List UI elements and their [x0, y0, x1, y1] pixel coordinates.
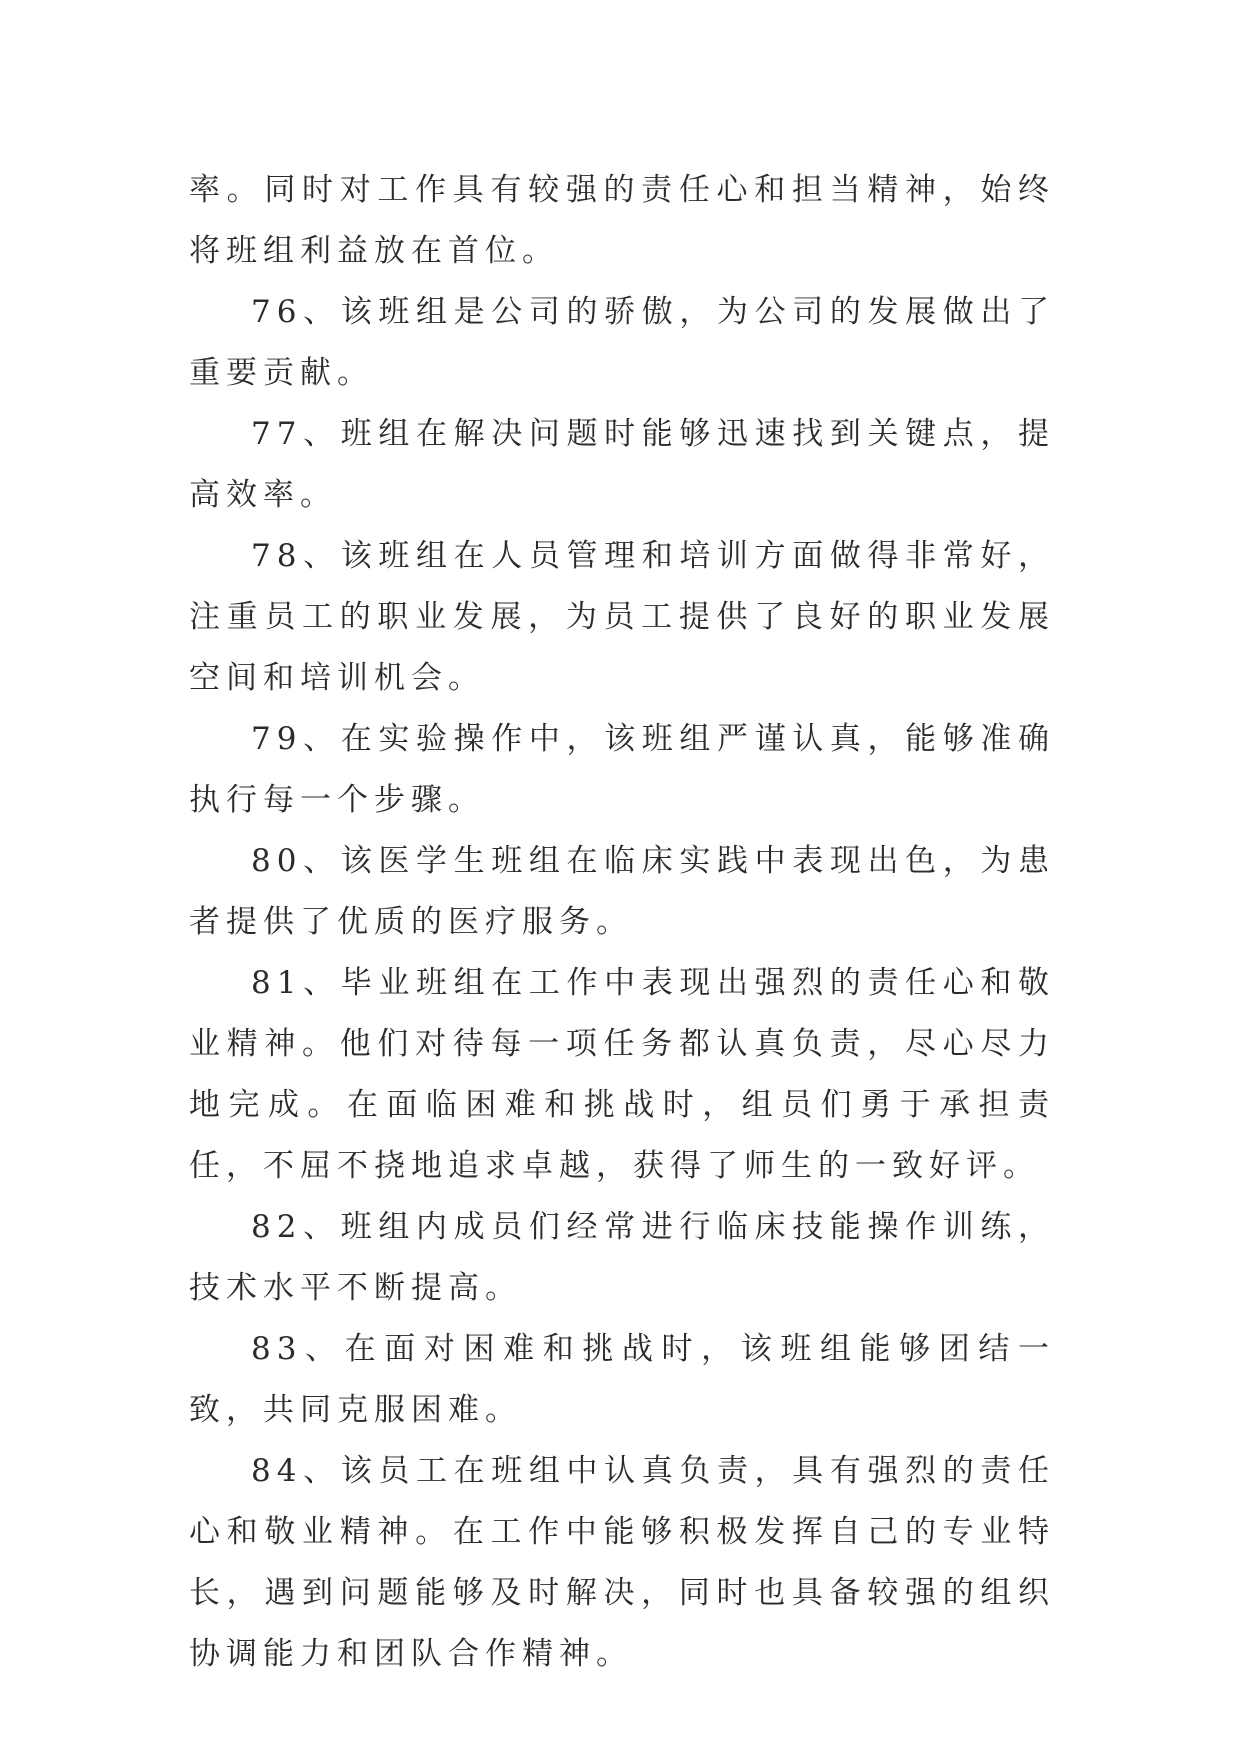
paragraph-item-84: 84、该员工在班组中认真负责，具有强烈的责任心和敬业精神。在工作中能够积极发挥自己的专业特长，遇到问题能够及时解决，同时也具备较强的组织协调能力和团队合作精神。 [189, 1453, 1055, 1672]
paragraph-continuation: 率。同时对工作具有较强的责任心和担当精神，始终将班组利益放在首位。 [189, 172, 1055, 269]
paragraph-item-81: 81、毕业班组在工作中表现出强烈的责任心和敬业精神。他们对待每一项任务都认真负责，尽心尽力地完成。在面临困难和挑战时，组员们勇于承担责任，不屈不挠地追求卓越，获得了师生的一致好评。 [189, 965, 1055, 1184]
paragraph-item-80: 80、该医学生班组在临床实践中表现出色，为患者提供了优质的医疗服务。 [189, 843, 1055, 940]
paragraph-item-76: 76、该班组是公司的骄傲，为公司的发展做出了重要贡献。 [189, 294, 1055, 391]
paragraph-item-79: 79、在实验操作中，该班组严谨认真，能够准确执行每一个步骤。 [189, 721, 1055, 818]
document-body [189, 160, 1055, 1685]
paragraph-item-78: 78、该班组在人员管理和培训方面做得非常好，注重员工的职业发展，为员工提供了良好的职业发展空间和培训机会。 [189, 538, 1055, 696]
paragraph-item-83: 83、在面对困难和挑战时，该班组能够团结一致，共同克服困难。 [189, 1331, 1055, 1428]
paragraph-item-77: 77、班组在解决问题时能够迅速找到关键点，提高效率。 [189, 416, 1055, 513]
paragraph-item-82: 82、班组内成员们经常进行临床技能操作训练，技术水平不断提高。 [189, 1209, 1055, 1306]
